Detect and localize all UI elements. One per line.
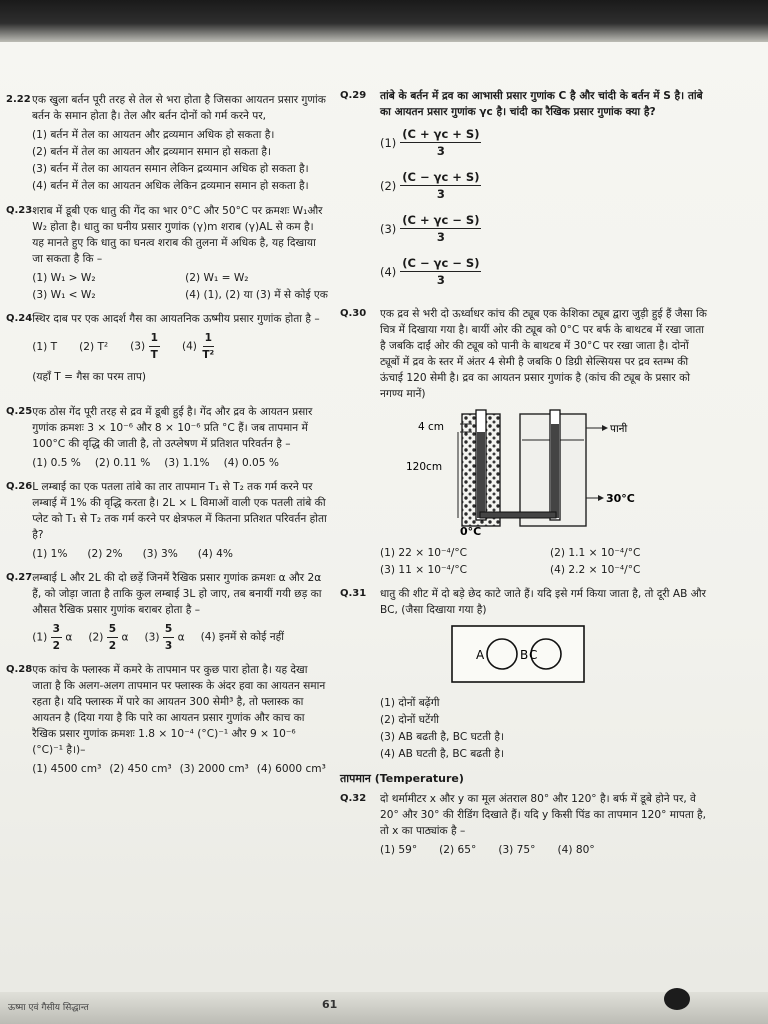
option: (2) 450 cm³ [109,762,172,775]
option: (1) 59° [380,844,418,856]
label-0c: 0°C [460,525,482,536]
option-label: (3) [380,221,397,236]
question-stem: एक ठोस गेंद पूरी तरह से द्रव में डूबी हुई है। गेंद और द्रव के आयतन प्रसार गुणांक क्रमशः 3 × 10⁻⁶ और 8 × 10⁻⁶ प्रति °C हैं। जब तापमान में 100°C की वृद्धि की जाती है, तो उत्प्लेषण में प्रतिशत परिवर्तन है – [32,405,313,450]
label-120cm: 120cm [406,461,443,473]
question-number: 2.22 [6,94,31,105]
option-suffix: α [177,631,185,644]
question-note: (यहाँ T = गैस का परम ताप) [32,371,147,383]
question-31 [340,586,710,763]
question-22 [6,92,328,195]
option [130,330,160,363]
label-30c: 30°C [606,492,635,505]
option: (3) AB बढती है, BC घटती है। [380,731,505,743]
question-number: Q.26 [6,480,33,492]
option: (1) W₁ > W₂ [32,272,96,284]
option: (1) बर्तन में तेल का आयतन और द्रव्यमान अधिक हो सकता है। [32,129,275,141]
option: (3) 2000 cm³ [179,762,249,775]
label-4cm: 4 cm [418,421,445,433]
label-c: C [529,648,538,662]
denominator: 3 [164,639,173,652]
question-29 [340,88,710,298]
option: (4) 0.05 % [223,456,279,469]
option [88,621,128,654]
denominator: T [150,349,158,361]
numerator: (C + γc + S) [402,127,480,141]
fraction [51,621,62,654]
question-stem: लम्बाई L और 2L की दो छड़ें जिनमें रैखिक प्रसार गुणांक क्रमशः α और 2α हैं, को जोड़ा जाता है ताकि कुल लम्बाई 3L हो जाए, तब बनायीं गयी छड़ का औसत रैखिक प्रसार गुणांक बराबर होता है – [32,571,322,616]
denominator: 3 [436,144,445,158]
question-stem: एक द्रव से भरी दो ऊर्ध्वाधर कांच की ट्यूब एक केशिका ट्यूब द्वारा जुड़ी हुई हैं जैसा कि चित्र में दिखाया गया है। बायीं ओर की ट्यूब को 0°C पर बर्फ के बाथटब में रखा जाता है जबकि दाईं ओर की ट्यूब को पानी के बाथटब में 30°C पर रखा जाता है। दोनों ट्यूबों में द्रव के स्तर में अंतर 4 सेमी है जबकि 0 डिग्री सेल्सियस पर द्रव स्तम्भ की ऊंचाई 120 सेमी है। द्रव का आयतन प्रसार गुणांक है (कांच की ट्यूब के प्रसार को नगण्य मानें) [380,308,707,400]
option: (4) 2.2 × 10⁻⁴/°C [550,564,641,576]
numerator: (C − γc − S) [402,256,480,270]
question-30 [340,306,710,578]
question-stem: धातु की शीट में दो बड़े छेद काटे जाते हैं। यदि इसे गर्म किया जाता है, तो दूरी AB और BC, (जैसा दिखाया गया है) [380,588,706,616]
option: (3) 75° [498,844,536,856]
numerator: 5 [107,621,118,638]
option-suffix: α [65,631,73,644]
question-stem: स्थिर दाब पर एक आदर्श गैस का आयतनिक ऊष्मीय प्रसार गुणांक होता है – [32,313,320,325]
option [32,621,72,654]
numerator: 3 [51,621,62,638]
option-label: (4) [380,264,397,279]
numerator: 1 [149,330,160,347]
option: (2) W₁ = W₂ [185,272,249,284]
question-26 [6,479,328,562]
denominator: 3 [436,273,445,287]
option: (3) बर्तन में तेल का आयतन समान लेकिन द्रव्यमान अधिक हो सकता है। [32,163,309,175]
option: (2) 2% [87,547,123,560]
question-number: Q.28 [6,663,33,675]
question-24 [6,311,328,396]
question-number: Q.25 [6,405,33,417]
question-number: Q.31 [340,588,367,599]
option: (1) 1% [32,547,68,560]
option-label: (1) [32,631,48,644]
section-heading: तापमान (Temperature) [340,772,464,785]
question-stem: तांबे के बर्तन में द्रव का आभासी प्रसार गुणांक C है और चांदी के बर्तन में S है। तांबे का आयतन प्रसार गुणांक γc है। चांदी का रैखिक प्रसार गुणांक क्या है? [380,90,703,118]
page-footer [0,992,768,1024]
fraction [400,126,481,159]
option: (4) बर्तन में तेल का आयतन अधिक लेकिन द्रव्यमान समान हो सकता है। [32,180,309,192]
option: (1) T [32,340,58,353]
question-32 [340,791,710,858]
fraction [400,169,481,202]
scan-blot [664,988,690,1010]
option [380,169,710,202]
option-label: (3) [144,631,160,644]
option-label: (3) [130,340,146,353]
option-label: (1) [380,135,397,150]
scan-top-edge [0,0,768,42]
denominator: 3 [436,187,445,201]
question-stem: शराब में डूबी एक धातु की गेंद का भार 0°C और 50°C पर क्रमशः W₁और W₂ होता है। धातु का घनीय प्रसार गुणांक (γ)m शराब (γ)AL से कम है। यह मानते हुए कि धातु का घनत्व शराब की तुलना में अधिक है, यह दिखाया जा सकता है कि – [32,205,323,265]
option: (4) 6000 cm³ [256,762,326,775]
option-label: (4) [181,340,197,353]
denominator: 2 [108,639,117,652]
fraction [400,255,481,288]
option: (4) इनमें से कोई नहीं [200,631,284,644]
question-25 [6,404,328,471]
numerator: 1 [203,330,214,347]
option-suffix: α [121,631,129,644]
left-column [6,92,328,785]
option [144,621,184,654]
question-28 [6,662,328,777]
option: (3) W₁ < W₂ [32,289,96,301]
option: (4) (1), (2) या (3) में से कोई एक [185,289,328,301]
option [380,212,710,245]
metal-sheet-diagram [450,624,710,691]
option: (2) 0.11 % [94,456,151,469]
option [380,126,710,159]
question-number: Q.30 [340,308,367,319]
question-stem: एक कांच के फ्लास्क में कमरे के तापमान पर कुछ पारा होता है। यह देखा जाता है कि अलग-अलग तापमान पर फ्लास्क के अंदर हवा का आयतन समान रहता है। यदि फ्लास्क में पारे का आयतन 300 सेमी³ है, तो फ्लास्क का आयतन है (दिया गया है कि पारे का आयतन प्रसार गुणांक और काच का रैखिक प्रसार गुणांक क्रमशः 1.8 × 10⁻⁴ (°C)⁻¹ और 9 × 10⁻⁶ (°C)⁻¹ है।)– [32,663,326,756]
fraction [149,330,160,363]
fraction [400,212,481,245]
denominator: T² [202,349,215,361]
option: (4) 4% [197,547,233,560]
question-23 [6,203,328,303]
question-27 [6,570,328,654]
question-number: Q.27 [6,571,33,583]
option: (2) T² [79,340,109,353]
fraction [107,621,118,654]
denominator: 3 [436,230,445,244]
option-label: (2) [88,631,104,644]
u-tube-figure [400,408,640,536]
question-number: Q.32 [340,793,367,804]
fraction [163,621,174,654]
u-tube-diagram [400,408,710,541]
fraction [200,330,216,363]
option: (3) 3% [142,547,178,560]
metal-sheet-figure [450,624,590,686]
option: (4) AB घटती है, BC बढती है। [380,748,505,760]
question-number: Q.29 [340,90,367,101]
option [182,330,216,363]
option: (1) 22 × 10⁻⁴/°C [380,547,468,559]
option: (1) 4500 cm³ [32,762,102,775]
question-stem: L लम्बाई का एक पतला तांबे का तार तापमान T₁ से T₂ तक गर्म करने पर लम्बाई में 1% की वृद्धि करता है। 2L × L विमाओं वाली एक पतली तांबे की प्लेट को T₁ से T₂ तक गर्म करने पर क्षेत्रफल में कितना प्रतिशत परिवर्तन होता है? [32,480,327,541]
numerator: (C + γc − S) [402,213,480,227]
question-number: Q.23 [6,205,33,216]
option: (2) दोनों घटेंगी [380,714,440,726]
numerator: 5 [163,621,174,638]
option: (3) 1.1% [164,456,210,469]
page-number: 61 [322,998,338,1011]
denominator: 2 [52,639,60,652]
question-stem: दो थर्मामीटर x और y का मूल अंतराल 80° और 120° है। बर्फ में डूबे होने पर, वे 20° और 30° की रीडिंग दिखाते हैं। यदि y किसी पिंड का तापमान 120° मापता है, तो x का पाठ्यांक है – [380,793,707,837]
option: (2) बर्तन में तेल का आयतन और द्रव्यमान समान हो सकता है। [32,146,272,158]
question-number: Q.24 [6,313,33,324]
option-label: (2) [380,178,397,193]
label-a: A [476,648,485,662]
question-stem: एक खुला बर्तन पूरी तरह से तेल से भरा होता है जिसका आयतन प्रसार गुणांक बर्तन के समान होता है। तेल और बर्तन दोनों को गर्म करने पर, [32,94,326,122]
label-water: पानी [610,423,628,435]
label-b: B [520,648,529,662]
option: (3) 11 × 10⁻⁴/°C [380,564,468,576]
right-column [340,88,710,866]
option: (1) दोनों बढ़ेंगी [380,697,440,709]
option: (1) 0.5 % [32,456,81,469]
footer-chapter: ऊष्मा एवं गैसीय सिद्धान्त [8,1003,89,1013]
numerator: (C − γc + S) [402,170,480,184]
option: (2) 1.1 × 10⁻⁴/°C [550,547,641,559]
option [380,255,710,288]
option: (2) 65° [439,844,477,856]
option: (4) 80° [557,844,595,856]
